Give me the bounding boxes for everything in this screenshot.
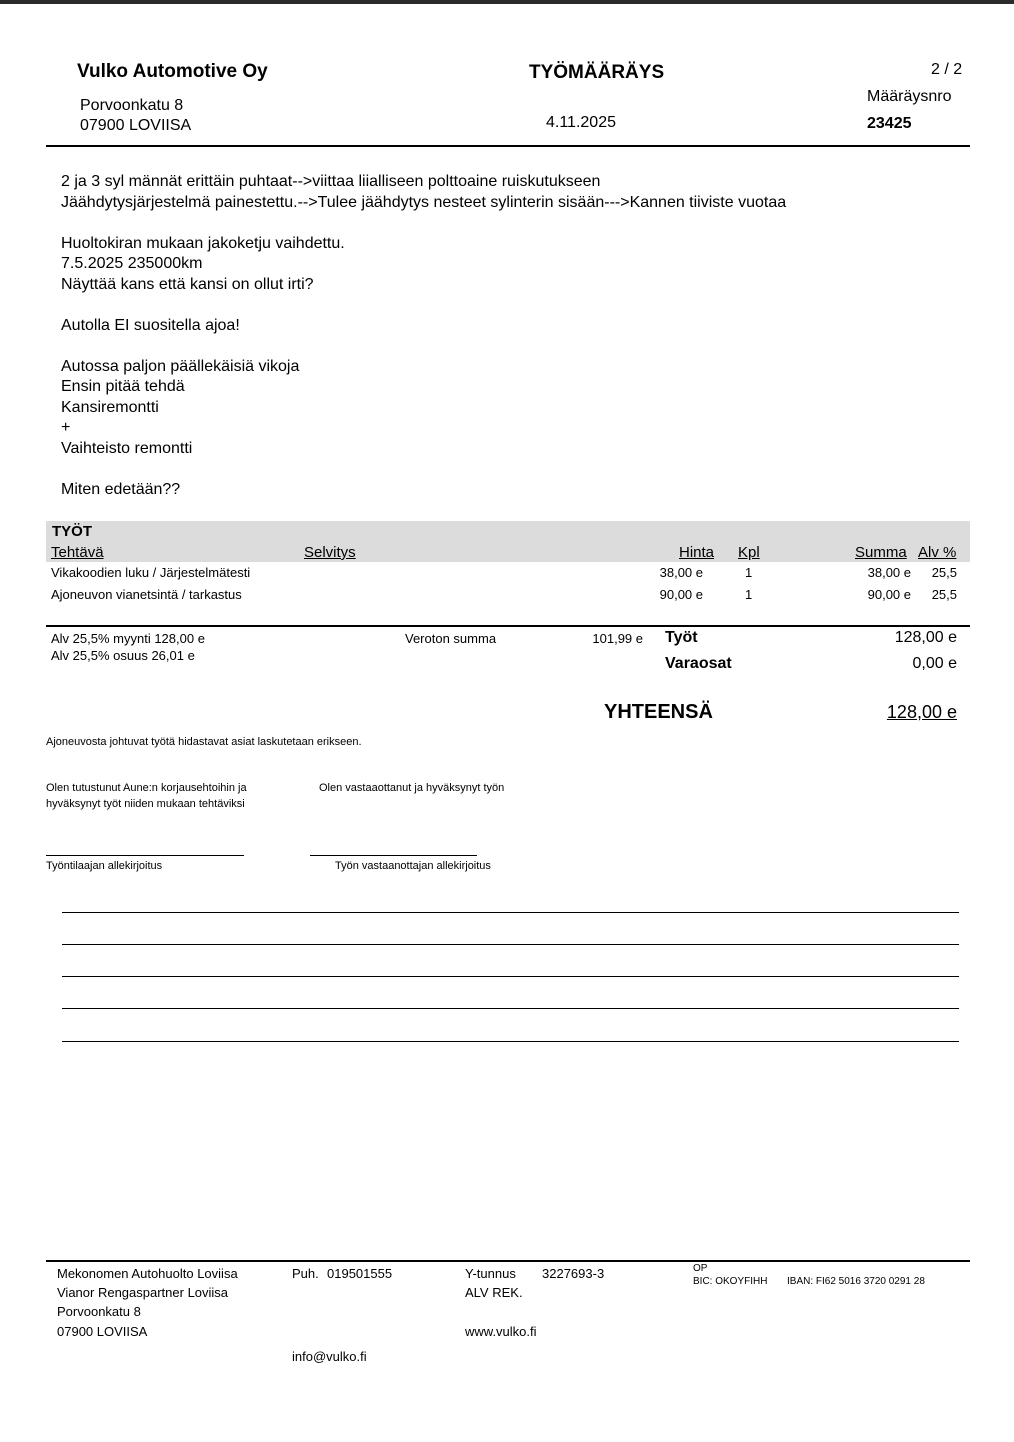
row-qty: 1 <box>745 565 753 580</box>
work-section-header <box>46 521 970 562</box>
vat-sales: Alv 25,5% myynti 128,00 e <box>51 631 205 646</box>
billing-note: Ajoneuvosta johtuvat työtä hidastavat asiat laskutetaan erikseen. <box>46 736 362 748</box>
col-vat: Alv % <box>918 544 957 561</box>
top-border <box>0 0 1014 4</box>
footer-name1: Mekonomen Autohuolto Loviisa <box>57 1266 238 1281</box>
receiver-signature-label: Työn vastaanottajan allekirjoitus <box>335 860 491 872</box>
footer-email: info@vulko.fi <box>292 1349 367 1364</box>
document-date: 4.11.2025 <box>546 114 616 131</box>
work-section-title: TYÖT <box>52 523 92 540</box>
footer-website: www.vulko.fi <box>465 1324 537 1339</box>
customer-signature-line <box>46 855 244 856</box>
footer-name2: Vianor Rengaspartner Loviisa <box>57 1285 229 1300</box>
grand-total-label: YHTEENSÄ <box>604 701 713 723</box>
footer-street: Porvoonkatu 8 <box>57 1304 141 1319</box>
col-qty: Kpl <box>738 544 760 561</box>
receiver-signature-line <box>310 855 477 856</box>
footer-bic: BIC: OKOYFIHH <box>693 1276 768 1287</box>
vat-share: Alv 25,5% osuus 26,01 e <box>51 648 195 663</box>
order-number: 23425 <box>867 115 912 132</box>
net-sum-label: Veroton summa <box>405 631 497 646</box>
company-street: Porvoonkatu 8 <box>80 97 184 114</box>
col-description: Selvitys <box>304 544 356 561</box>
company-name: Vulko Automotive Oy <box>77 61 268 82</box>
totals-divider <box>46 625 970 627</box>
customer-signature-label: Työntilaajan allekirjoitus <box>46 860 163 872</box>
footer-phone: 019501555 <box>327 1266 393 1281</box>
acknowledge-line1: Olen tutustunut Aune:n korjausehtoihin ja <box>46 782 247 794</box>
document-title: TYÖMÄÄRÄYS <box>529 62 665 83</box>
blank-line <box>62 912 959 913</box>
row-price: 38,00 e <box>659 565 703 580</box>
footer-city: 07900 LOVIISA <box>57 1324 148 1339</box>
col-price: Hinta <box>679 544 715 561</box>
row-task: Ajoneuvon vianetsintä / tarkastus <box>51 587 242 602</box>
blank-line <box>62 1008 959 1009</box>
order-number-label: Määräysnro <box>867 88 952 105</box>
row-sum: 90,00 e <box>867 587 911 602</box>
col-sum: Summa <box>855 544 907 561</box>
footer-iban: IBAN: FI62 5016 3720 0291 28 <box>787 1276 925 1287</box>
work-notes: 2 ja 3 syl männät erittäin puhtaat-->viittaa liialliseen polttoaine ruiskutukseen Jäähdytysjärjestelmä painestettu.-->Tulee jäähdytys nesteet sylinterin sisään--->Kannen tiiviste vuotaa Huoltokiran mukaan jakoketju vaihdettu. 7.5.2025 235000km Näyttää kans että kansi on ollut irti? Autolla EI suositella ajoa! Autossa paljon päällekäisiä vikoja Ensin pitää tehdä Kansiremontti + Vaihteisto remontti Miten edetään?? <box>61 173 787 498</box>
labor-total-label: Työt <box>665 629 698 646</box>
row-price: 90,00 e <box>659 587 703 602</box>
page-number: 2 / 2 <box>931 61 963 78</box>
blank-line <box>62 944 959 945</box>
footer-divider <box>46 1260 970 1262</box>
row-sum: 38,00 e <box>867 565 911 580</box>
footer-ytunnus-label: Y-tunnus <box>465 1266 516 1281</box>
footer-alv: ALV REK. <box>465 1285 523 1300</box>
parts-total-label: Varaosat <box>665 655 732 672</box>
row-qty: 1 <box>745 587 753 602</box>
blank-line <box>62 976 959 977</box>
blank-line <box>62 1041 959 1042</box>
header-divider <box>46 145 970 147</box>
row-vat: 25,5 <box>931 587 957 602</box>
row-vat: 25,5 <box>931 565 957 580</box>
col-task: Tehtävä <box>51 544 104 561</box>
footer-ytunnus: 3227693-3 <box>542 1266 605 1281</box>
parts-total-value: 0,00 e <box>912 655 957 672</box>
received-statement: Olen vastaaottanut ja hyväksynyt työn <box>319 782 505 794</box>
net-sum-value: 101,99 e <box>592 631 643 646</box>
acknowledge-line2: hyväksynyt työt niiden mukaan tehtäviksi <box>46 798 245 810</box>
company-city: 07900 LOVIISA <box>80 117 192 134</box>
footer-phone-label: Puh. <box>292 1266 319 1281</box>
grand-total-value: 128,00 e <box>886 702 957 722</box>
row-task: Vikakoodien luku / Järjestelmätesti <box>51 565 251 580</box>
labor-total-value: 128,00 e <box>894 629 957 646</box>
footer-bank: OP <box>693 1263 708 1274</box>
